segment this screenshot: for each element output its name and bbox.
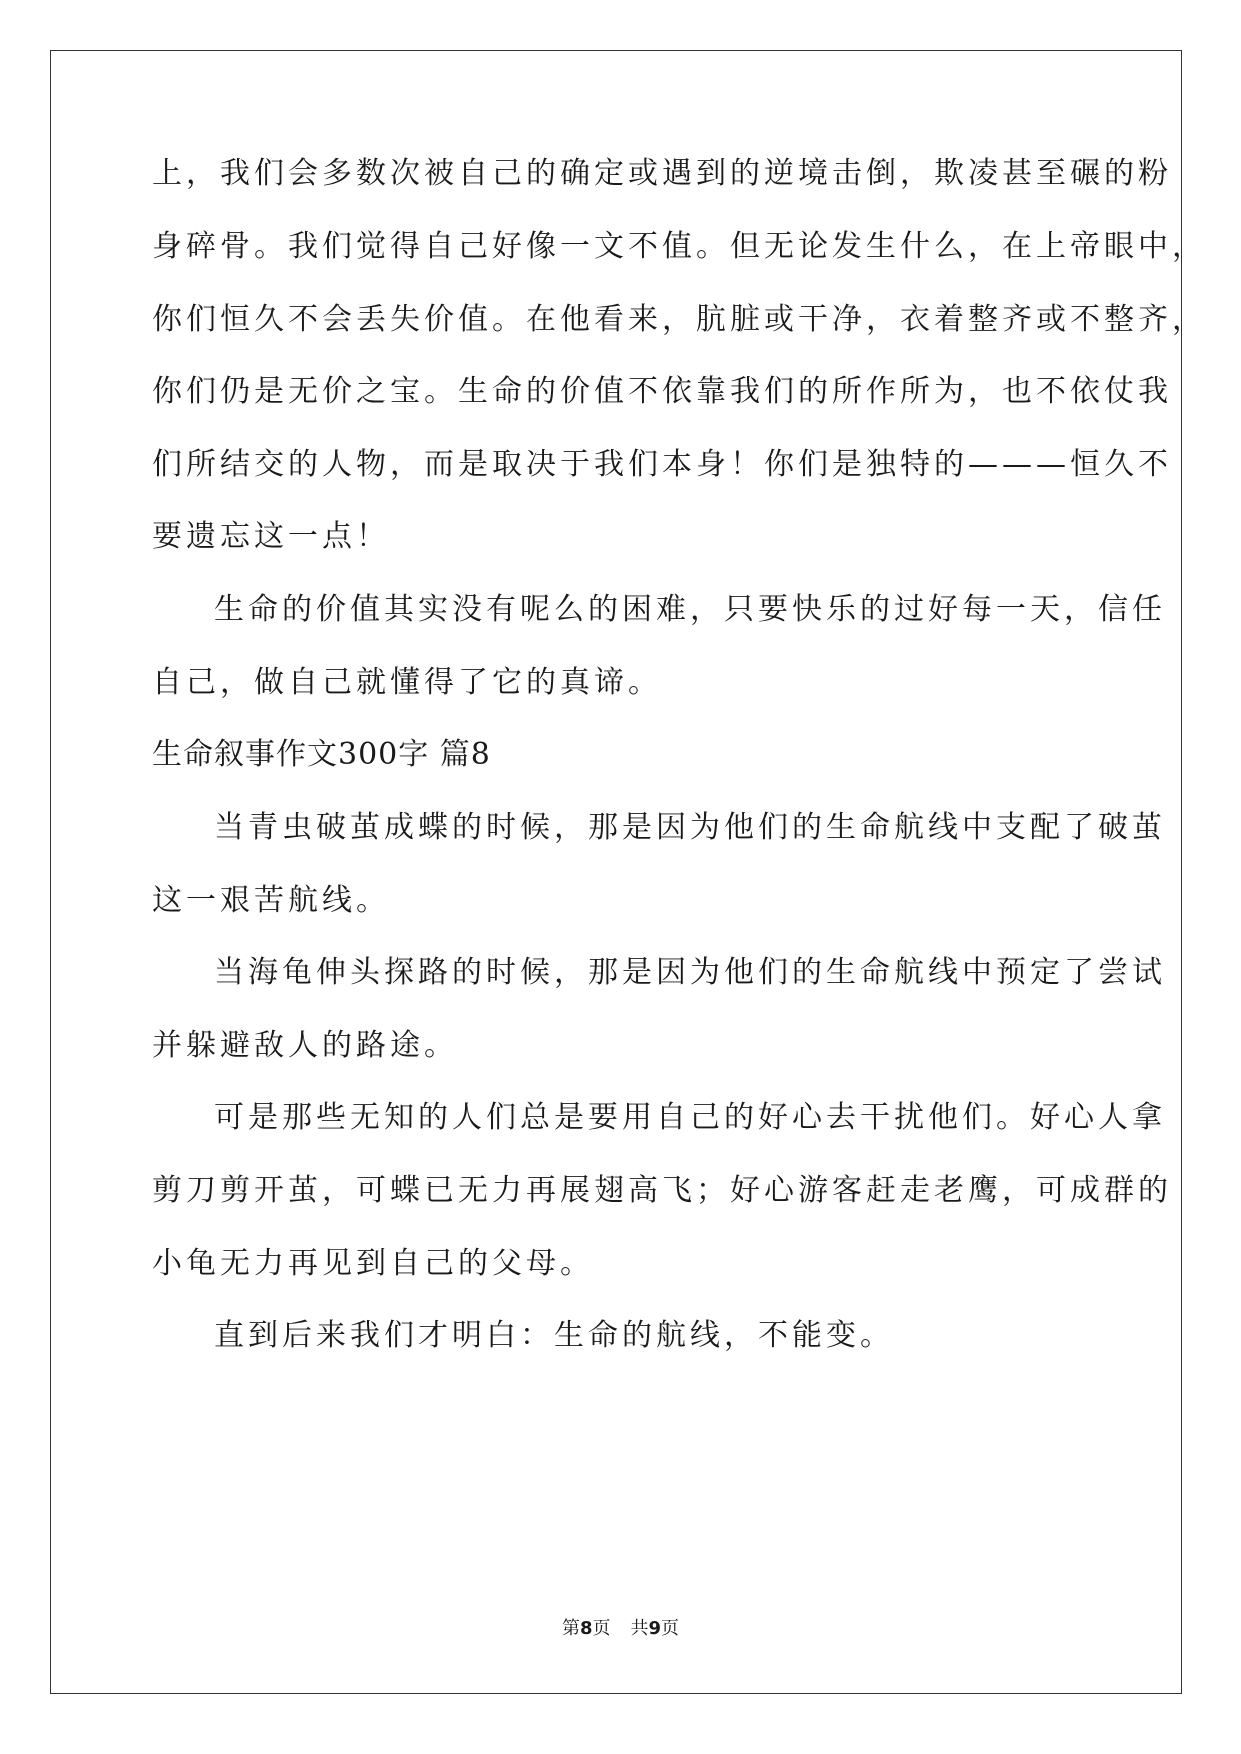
page-footer	[0, 1617, 1241, 1641]
body-line: 上，我们会多数次被自己的确定或遇到的逆境击倒，欺凌甚至碾的粉	[152, 156, 1172, 191]
body-line: 们所结交的人物，而是取决于我们本身！你们是独特的———恒久不	[152, 447, 1172, 482]
section-heading: 生命叙事作文300字 篇8	[152, 737, 491, 772]
footer-prefix: 共	[630, 1618, 649, 1639]
body-line: 并躲避敌人的路途。	[152, 1028, 458, 1063]
paragraph-first-line: 直到后来我们才明白：生命的航线，不能变。	[214, 1318, 894, 1353]
body-line: 身碎骨。我们觉得自己好像一文不值。但无论发生什么，在上帝眼中，	[152, 229, 1206, 264]
body-line: 剪刀剪开茧，可蝶已无力再展翅高飞；好心游客赶走老鹰，可成群的	[152, 1173, 1172, 1208]
body-line: 自己，做自己就懂得了它的真谛。	[152, 665, 662, 700]
paragraph-first-line: 当海龟伸头探路的时候，那是因为他们的生命航线中预定了尝试	[214, 955, 1166, 990]
current-page-number: 8	[579, 1618, 593, 1639]
paragraph-first-line: 生命的价值其实没有呢么的困难，只要快乐的过好每一天，信任	[214, 592, 1166, 627]
body-line: 要遗忘这一点！	[152, 519, 390, 554]
page-border	[50, 50, 1206, 1694]
footer-prefix: 第	[561, 1618, 580, 1639]
footer-suffix: 页	[661, 1618, 680, 1639]
total-pages-number: 9	[648, 1618, 662, 1639]
footer-suffix: 页	[592, 1618, 611, 1639]
paragraph-first-line: 当青虫破茧成蝶的时候，那是因为他们的生命航线中支配了破茧	[214, 810, 1166, 845]
paragraph-first-line: 可是那些无知的人们总是要用自己的好心去干扰他们。好心人拿	[214, 1100, 1166, 1135]
body-line: 这一艰苦航线。	[152, 883, 390, 918]
body-line: 小龟无力再见到自己的父母。	[152, 1246, 594, 1281]
body-line: 你们仍是无价之宝。生命的价值不依靠我们的所作所为，也不依仗我	[152, 374, 1172, 409]
body-line: 你们恒久不会丢失价值。在他看来，肮脏或干净，衣着整齐或不整齐，	[152, 302, 1206, 337]
